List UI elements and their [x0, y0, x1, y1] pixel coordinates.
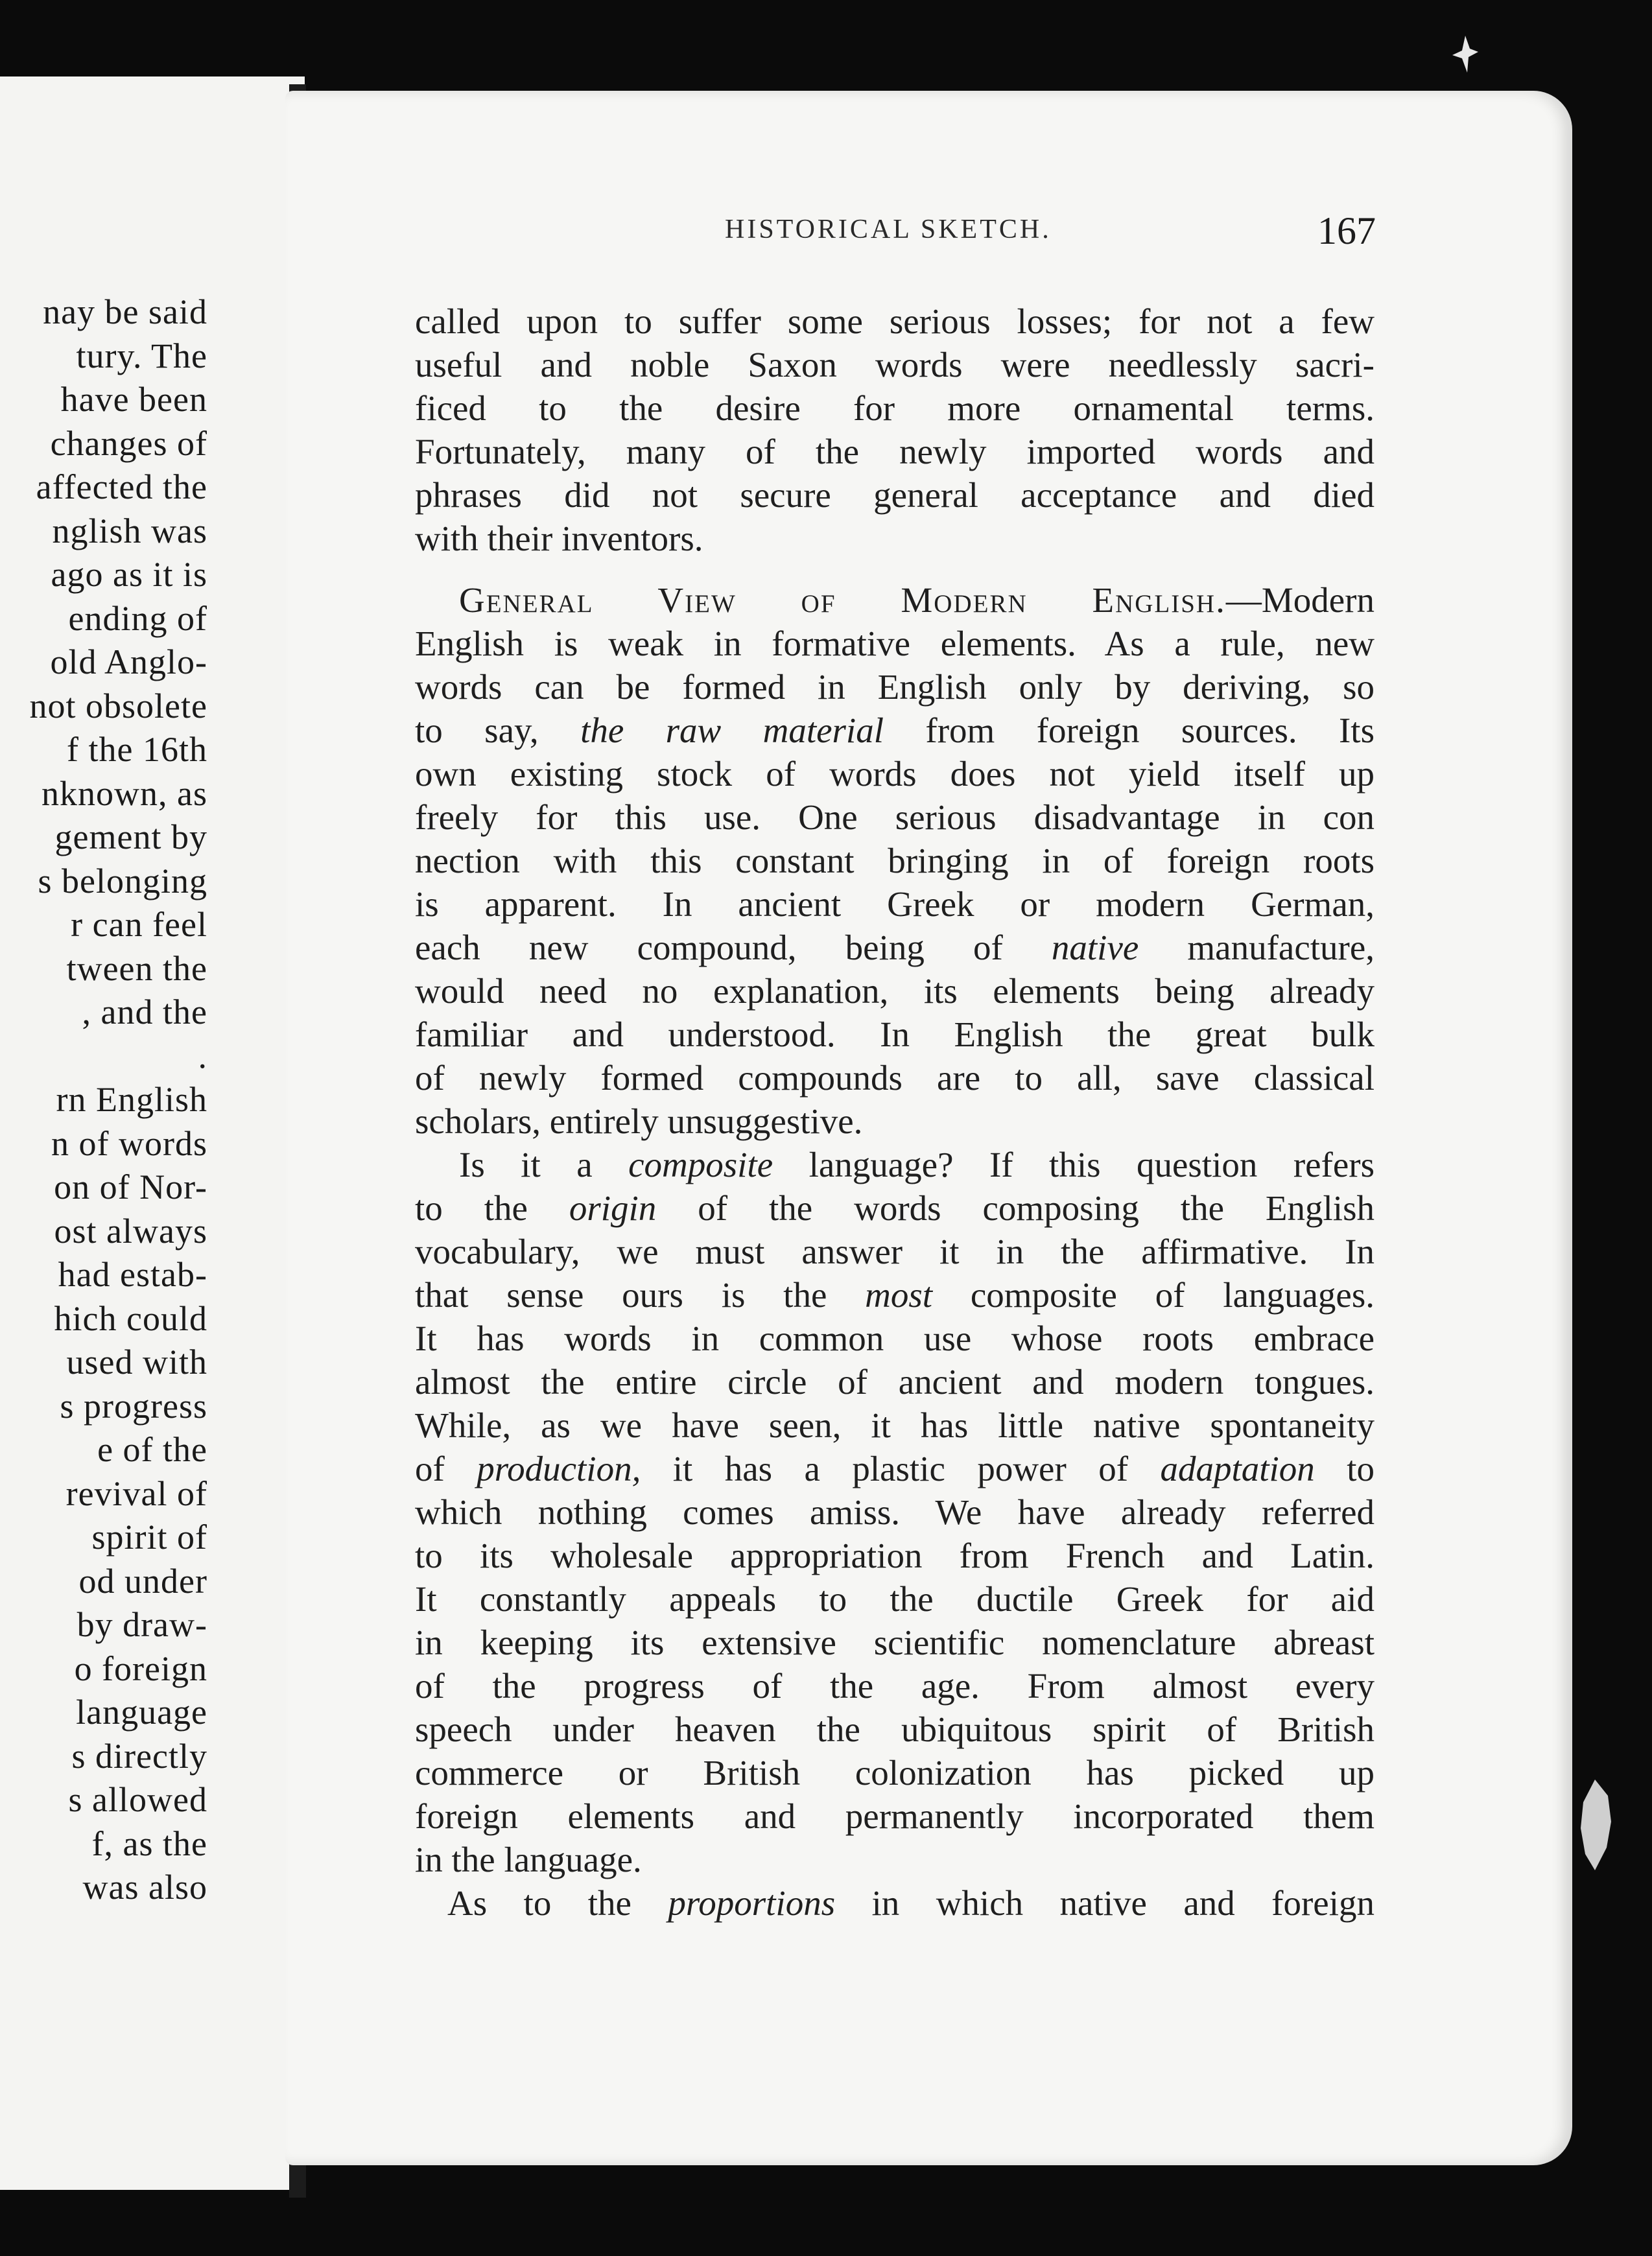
left-text-line: f the 16th — [67, 730, 207, 769]
text-line: useful and noble Saxon words were needlessly sacri- — [415, 345, 1375, 384]
left-text-line: language — [76, 1693, 207, 1732]
left-text-line: nglish was — [52, 511, 207, 550]
text-line: scholars, entirely unsuggestive. — [415, 1101, 863, 1141]
text-line: nection with this constant bringing in of foreign roots — [415, 841, 1375, 880]
left-text-line: affected the — [36, 467, 207, 506]
text-line: would need no explanation, its elements being already — [415, 971, 1375, 1011]
left-text-line: s belonging — [38, 861, 207, 900]
text-line: own existing stock of words does not yield itself up — [415, 754, 1375, 793]
left-text-line: ago as it is — [51, 555, 207, 594]
text-line: freely for this use. One serious disadvantage in con — [415, 797, 1375, 837]
text-line: to say, the raw material from foreign sources. Its — [415, 711, 1375, 750]
left-text-line: hich could — [54, 1298, 207, 1338]
left-text-line: od under — [78, 1561, 207, 1601]
text-line: It has words in common use whose roots embrace — [415, 1319, 1375, 1358]
text-line: commerce or British colonization has picked up — [415, 1753, 1375, 1792]
text-line: phrases did not secure general acceptance and died — [415, 475, 1375, 515]
left-text-line: o foreign — [74, 1649, 207, 1688]
left-text-line: old Anglo- — [50, 642, 207, 681]
left-text-line: ending of — [68, 598, 207, 638]
text-line: familiar and understood. In English the great bulk — [415, 1015, 1375, 1054]
text-line: foreign elements and permanently incorporated them — [415, 1796, 1375, 1836]
text-line: vocabulary, we must answer it in the affirmative. In — [415, 1232, 1375, 1271]
scan-speck — [1449, 32, 1481, 78]
text-line: ficed to the desire for more ornamental terms. — [415, 388, 1375, 428]
text-line: called upon to suffer some serious losses; for not a few — [415, 301, 1375, 341]
left-text-line: , and the — [82, 993, 207, 1031]
section-heading: General View of Modern English. — [459, 580, 1226, 620]
left-page — [0, 76, 305, 2190]
left-text-line: s progress — [60, 1386, 207, 1426]
text-line: each new compound, being of native manufacture, — [415, 928, 1375, 967]
left-text-line: have been — [60, 380, 207, 419]
page-body — [415, 300, 1375, 1925]
left-text-line: f, as the — [91, 1824, 207, 1863]
left-text-line: not obsolete — [29, 686, 207, 725]
text-line: speech under heaven the ubiquitous spirit of British — [415, 1710, 1375, 1749]
text-line: of the progress of the age. From almost every — [415, 1666, 1375, 1706]
left-text-line: s directly — [71, 1736, 207, 1776]
text-line: almost the entire circle of ancient and modern tongues. — [415, 1362, 1375, 1402]
text-line: words can be formed in English only by deriving, so — [415, 667, 1375, 707]
left-text-line: was also — [82, 1868, 207, 1907]
left-text-line: . — [198, 1036, 207, 1075]
text-line: of production, it has a plastic power of adaptation to — [415, 1449, 1375, 1488]
text-line: which nothing comes amiss. We have already referred — [415, 1492, 1375, 1532]
left-text-line: ost always — [54, 1211, 207, 1251]
text-line: It constantly appeals to the ductile Greek for aid — [415, 1579, 1375, 1619]
left-text-line: tween the — [66, 948, 207, 988]
text-line: with their inventors. — [415, 519, 703, 558]
text-line: General View of Modern English.—Modern — [459, 580, 1375, 620]
left-text-line: by draw- — [77, 1605, 207, 1644]
text-line: Fortunately, many of the newly imported words and — [415, 432, 1375, 471]
text-line: As to the proportions in which native and foreign — [447, 1883, 1375, 1923]
paragraph-4 — [415, 1881, 1375, 1925]
paragraph-3 — [415, 1143, 1375, 1881]
running-head: HISTORICAL SKETCH. — [725, 215, 1052, 244]
text-line: to its wholesale appropriation from French and Latin. — [415, 1536, 1375, 1575]
left-text-line: n of words — [51, 1123, 207, 1163]
left-text-line: e of the — [97, 1430, 207, 1469]
left-text-line: used with — [66, 1343, 207, 1381]
left-text-line: s allowed — [68, 1780, 207, 1819]
paragraph-2 — [415, 578, 1375, 1143]
left-text-line: tury. The — [76, 336, 207, 375]
text-line: of newly formed compounds are to all, save classical — [415, 1058, 1375, 1098]
left-text-line: nknown, as — [41, 773, 207, 813]
left-text-line: r can feel — [71, 905, 207, 944]
text-line: English is weak in formative elements. As a rule, new — [415, 624, 1375, 663]
text-line: is apparent. In ancient Greek or modern German, — [415, 884, 1375, 924]
left-page-text — [0, 290, 207, 1910]
left-text-line: gement by — [54, 817, 207, 856]
left-text-line: rn English — [56, 1080, 207, 1119]
left-text-line: on of Nor- — [54, 1168, 207, 1206]
scan-speck — [1575, 1776, 1614, 1874]
left-text-line: spirit of — [91, 1518, 207, 1557]
page-number: 167 — [1317, 209, 1376, 252]
text-line: in keeping its extensive scientific nomenclature abreast — [415, 1623, 1375, 1662]
text-line: in the language. — [415, 1840, 642, 1879]
text-line: While, as we have seen, it has little native spontaneity — [415, 1405, 1375, 1445]
paragraph-1 — [415, 300, 1375, 560]
left-text-line: nay be said — [43, 292, 207, 331]
text-line: that sense ours is the most composite of languages. — [415, 1275, 1375, 1315]
text-line: Is it a composite language? If this question refers — [459, 1145, 1375, 1184]
text-line: to the origin of the words composing the English — [415, 1188, 1375, 1228]
left-text-line: revival of — [65, 1474, 207, 1513]
left-text-line: had estab- — [58, 1255, 207, 1294]
left-text-line: changes of — [50, 423, 207, 463]
